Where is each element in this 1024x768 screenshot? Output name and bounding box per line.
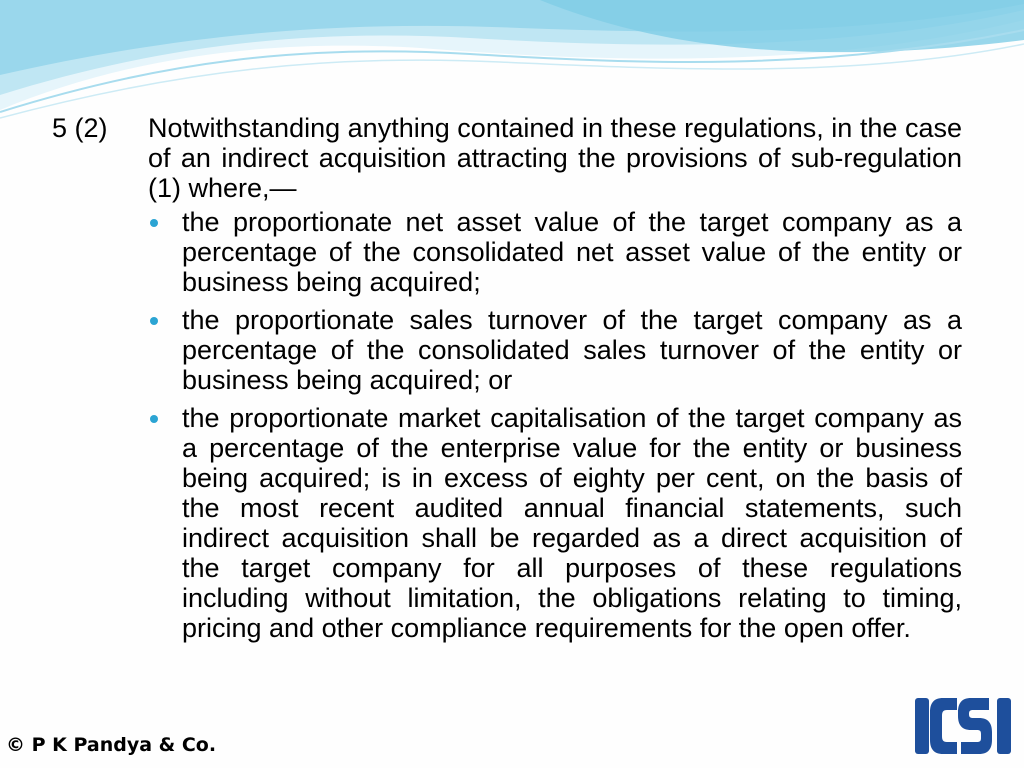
clause-number: 5 (2) bbox=[52, 113, 108, 143]
clause-lead-text: Notwithstanding anything contained in these regulations, in the case of an indirect acquisition attracting the provisions of sub-regulation (1) where,— bbox=[148, 113, 962, 203]
list-item bbox=[148, 207, 962, 297]
clause-body bbox=[148, 113, 962, 651]
list-item bbox=[148, 305, 962, 395]
list-item-text: the proportionate net asset value of the target company as a percentage of the consolidated net asset value of the entity or business being acquired; bbox=[182, 207, 962, 297]
bullet-dot-icon bbox=[150, 415, 158, 423]
clause-row bbox=[52, 113, 962, 651]
list-item-text: the proportionate sales turnover of the target company as a percentage of the consolidated sales turnover of the entity or business being acquired; or bbox=[182, 305, 962, 395]
copyright-footer: © P K Pandya & Co. bbox=[6, 734, 217, 756]
list-item-text: the proportionate market capitalisation of the target company as a percentage of the enterprise value for the entity or business being acquired; is in excess of eighty per cent, on the basis of the most recent audited annual financial statements, such indirect acquisition shall be regarded as a direct acquisition of the target company for all purposes of these regulations including without limitation, the obligations relating to timing, pricing and other compliance requirements for the open offer. bbox=[182, 403, 962, 643]
clause-list bbox=[148, 207, 962, 643]
list-item bbox=[148, 403, 962, 643]
icsi-logo bbox=[913, 692, 1021, 758]
bullet-dot-icon bbox=[150, 317, 158, 325]
header-wave-decoration bbox=[0, 0, 1024, 125]
bullet-dot-icon bbox=[150, 219, 158, 227]
slide-content bbox=[52, 113, 962, 651]
